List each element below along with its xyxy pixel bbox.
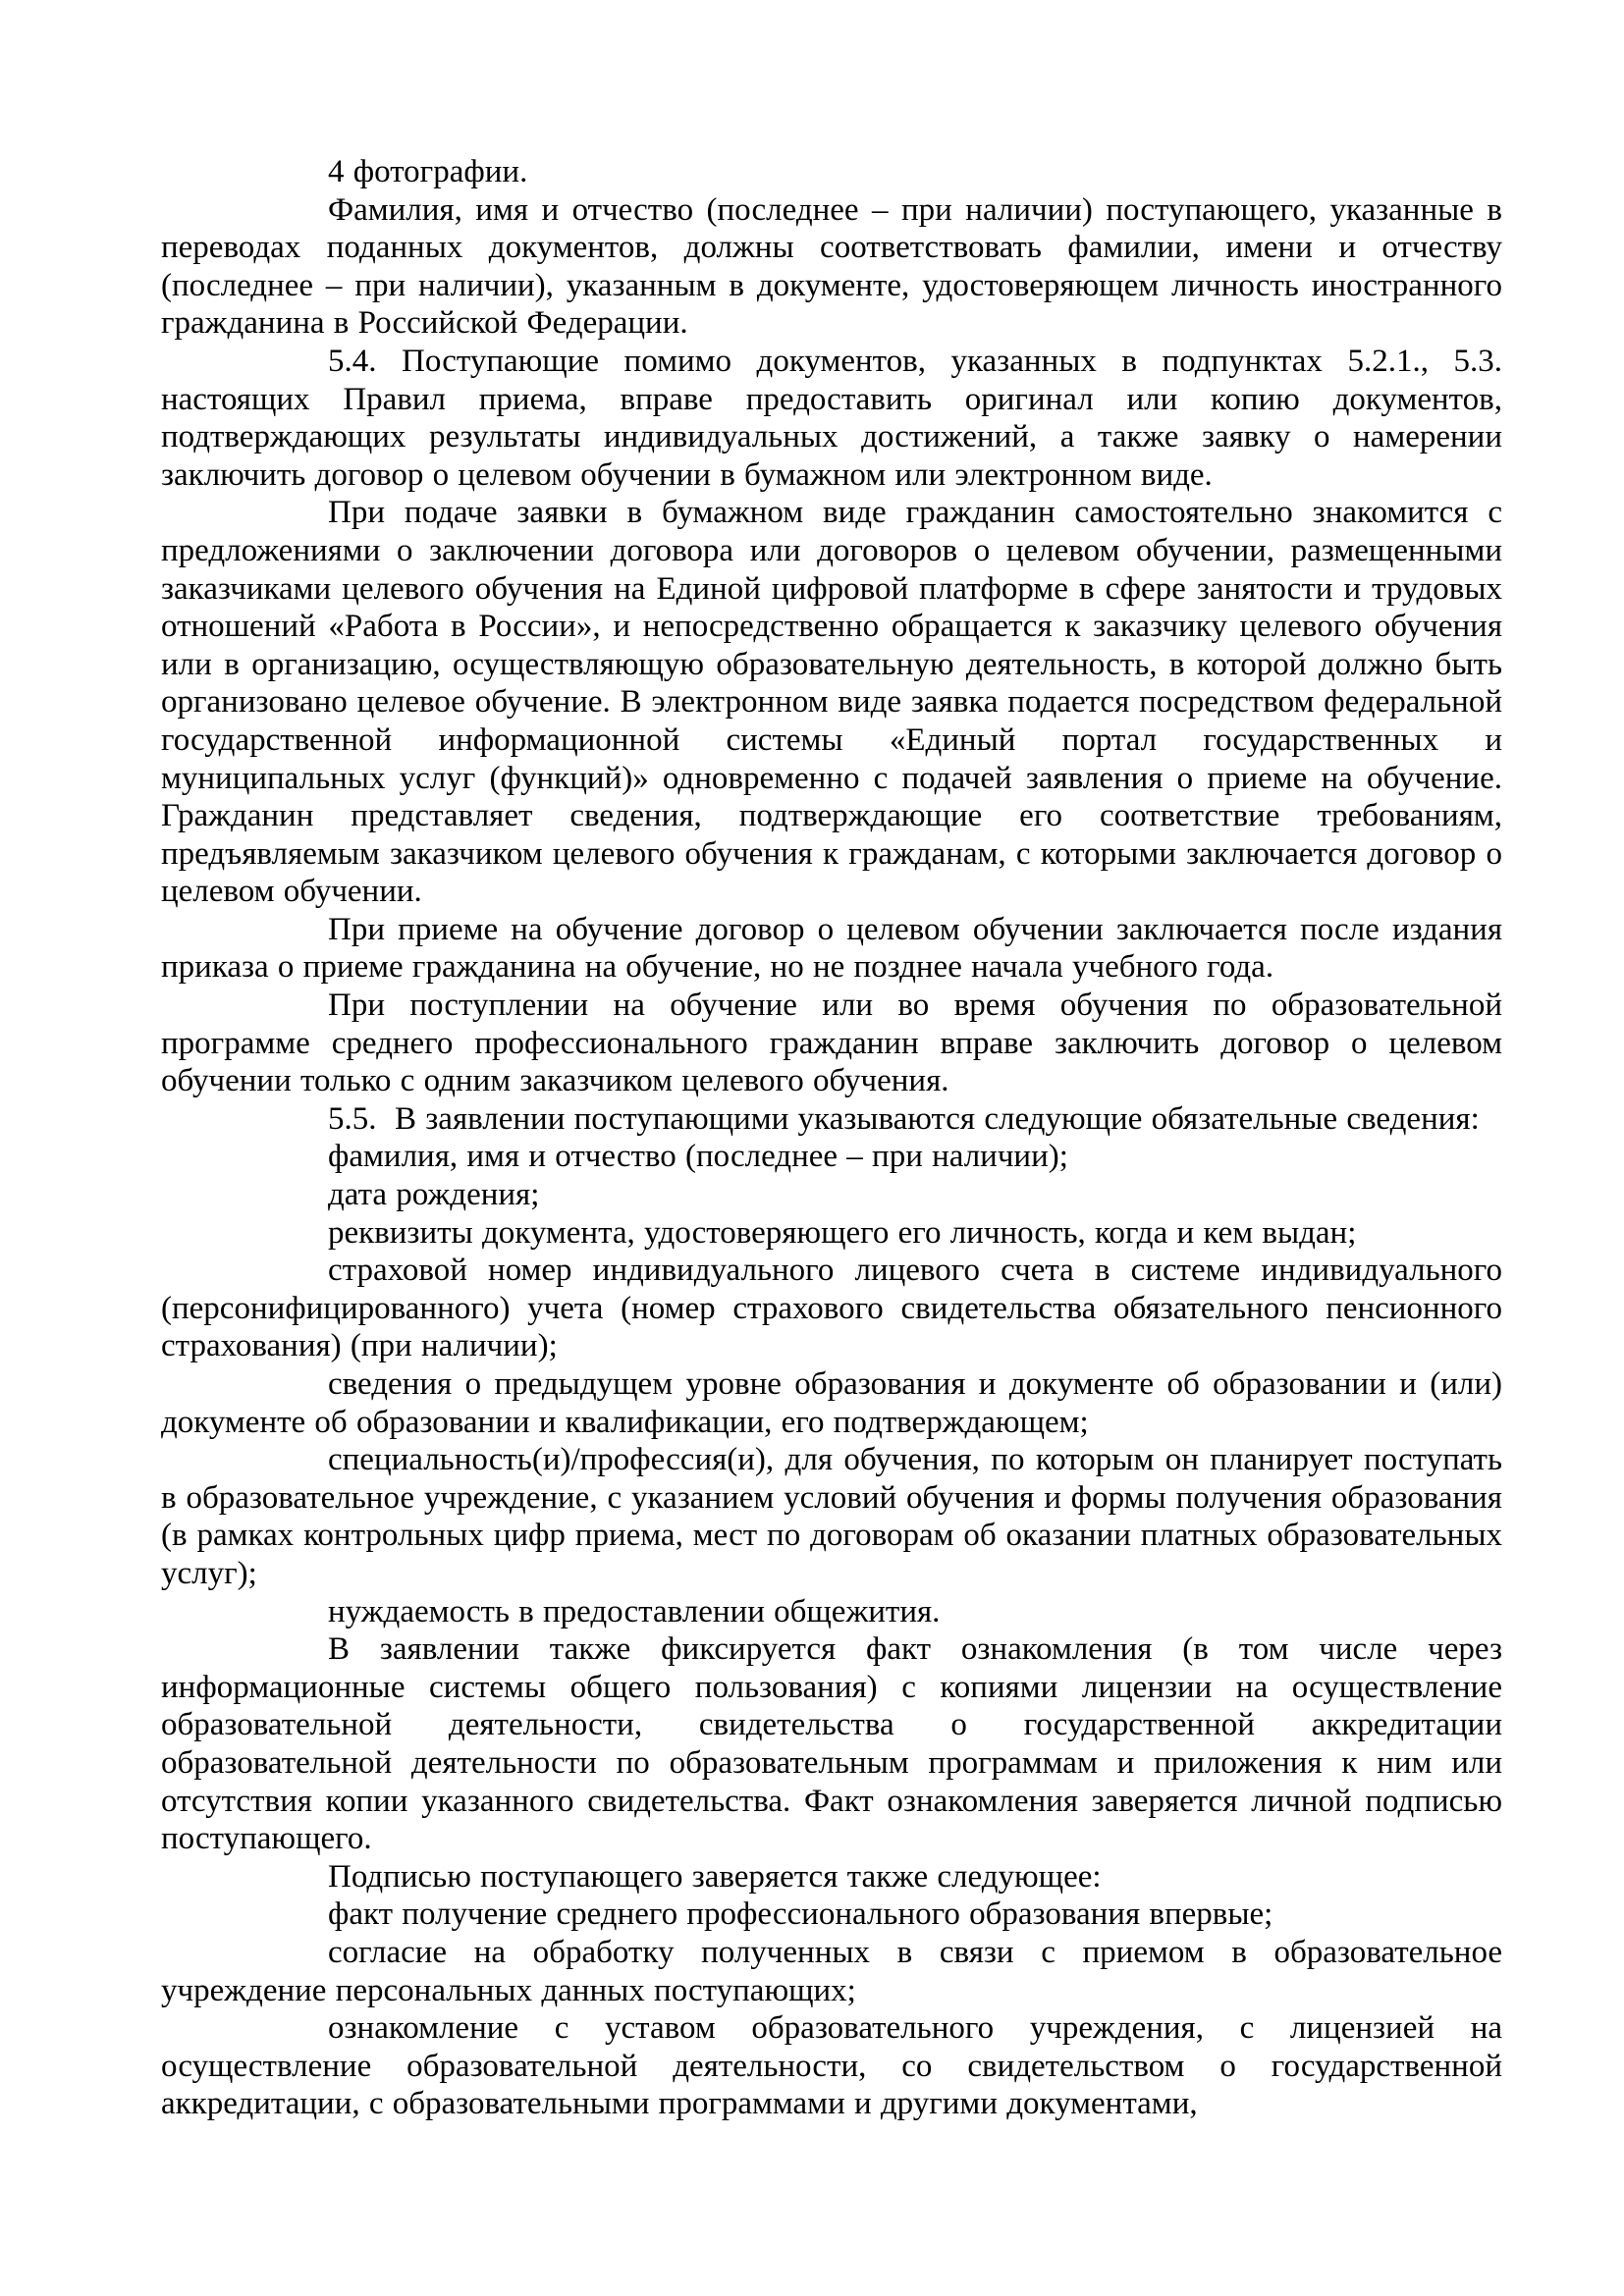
list-item-specialty: специальность(и)/профессия(и), для обучения, по которым он планирует поступать в образовательное учреждение, с указанием условий обучения и формы получения образования (в рамках контрольных цифр приема, мест по договорам об оказании платных образовательных услуг); <box>161 1442 1502 1591</box>
paragraph-paper-application: При подаче заявки в бумажном виде гражданин самостоятельно знакомится с предложениями о заключении договора или договоров о целевом обучении, размещенными заказчиками целевого обучения на Единой цифровой платформе в сфере занятости и трудовых отношений «Работа в России», и непосредственно обращается к заказчику целевого обучения или в организацию, осуществляющую образовательную деятельность, в которой должно быть организовано целевое обучение. В электронном виде заявка подается посредством федеральной государственной информационной системы «Единый портал государственных и муниципальных услуг (функций)» одновременно с подачей заявления о приеме на обучение. Гражданин представляет сведения, подтверждающие его соответствие требованиям, предъявляемым заказчиком целевого обучения к гражданам, с которыми заключается договор о целевом обучении. <box>161 495 1502 910</box>
paragraph-name-translation-match: Фамилия, имя и отчество (последнее – при наличии) поступающего, указанные в переводах поданных документов, должны соответствовать фамилии, имени и отчеству (последнее – при наличии), указанным в документе, удостоверяющем личность иностранного гражданина в Российской Федерации. <box>161 191 1502 342</box>
list-item-full-name: фамилия, имя и отчество (последнее – при наличии); <box>328 1139 1068 1175</box>
list-item-first-time-education: факт получение среднего профессионального образования впервые; <box>328 1896 1273 1933</box>
list-item-identity-document: реквизиты документа, удостоверяющего его личность, когда и кем выдан; <box>328 1214 1357 1251</box>
clause-5-4: 5.4. Поступающие помимо документов, указанных в подпунктах 5.2.1., 5.3. настоящих Правил приема, вправе предоставить оригинал или копию документов, подтверждающих результаты индивидуальных достижений, а также заявку о намерении заключить договор о целевом обучении в бумажном или электронном виде. <box>161 343 1502 493</box>
clause-5-5-intro: 5.5. В заявлении поступающими указываются следующие обязательные сведения: <box>328 1100 1480 1137</box>
list-item-personal-data-consent: согласие на обработку полученных в связи с приемом в образовательное учреждение персональных данных поступающих; <box>161 1934 1502 2008</box>
list-item-previous-education: сведения о предыдущем уровне образования и документе об образовании и (или) документе об образовании и квалификации, его подтверждающем; <box>161 1366 1502 1440</box>
paragraph-single-customer: При поступлении на обучение или во время обучения по образовательной программе среднего профессионального гражданин вправе заключить договор о целевом обучении только с одним заказчиком целевого обучения. <box>161 988 1502 1099</box>
paragraph-target-contract-timing: При приеме на обучение договор о целевом обучении заключается после издания приказа о приеме гражданина на обучение, но не позднее начала учебного года. <box>161 911 1502 986</box>
list-item-charter-acknowledgment: ознакомление с уставом образовательного учреждения, с лицензией на осуществление образовательной деятельности, со свидетельством о государственной аккредитации, с образовательными программами и другими документами, <box>161 2010 1502 2122</box>
paragraph-license-acknowledgment: В заявлении также фиксируется факт ознакомления (в том числе через информационные системы общего пользования) с копиями лицензии на осуществление образовательной деятельности, свидетельства о государственной аккредитации образовательной деятельности по образовательным программам и приложения к ним или отсутствия копии указанного свидетельства. Факт ознакомления заверяется личной подписью поступающего. <box>161 1631 1502 1857</box>
paragraph-signature-confirms: Подписью поступающего заверяется также следующее: <box>328 1858 1102 1895</box>
list-item-dormitory-need: нуждаемость в предоставлении общежития. <box>328 1593 941 1629</box>
paragraph-photos-count: 4 фотографии. <box>328 154 528 189</box>
list-item-insurance-number: страховой номер индивидуального лицевого счета в системе индивидуального (персонифицированного) учета (номер страхового свидетельства обязательного пенсионного страхования) (при наличии); <box>161 1253 1502 1364</box>
list-item-birth-date: дата рождения; <box>328 1177 540 1213</box>
